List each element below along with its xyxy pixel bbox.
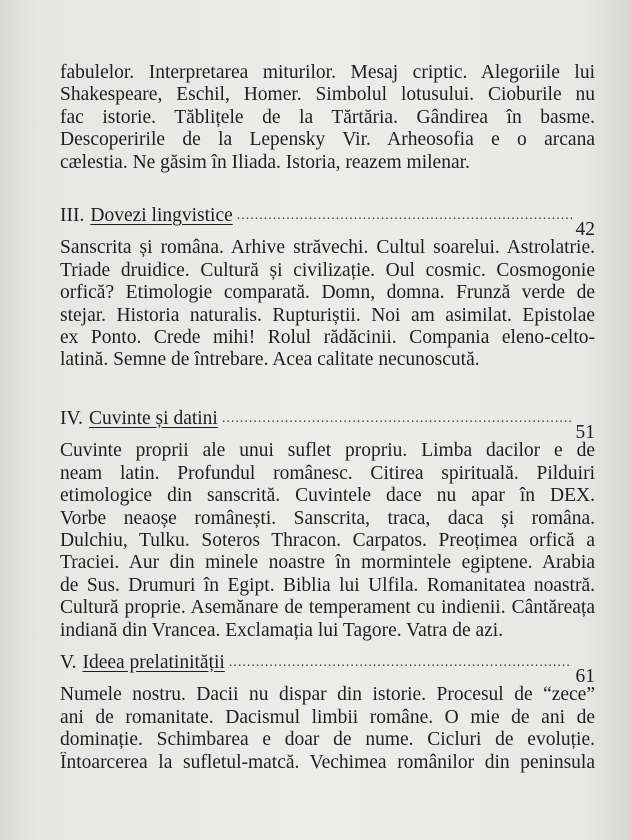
section-page-number: 42 — [575, 219, 595, 240]
text-line: neam latin. Profundul românesc. Citirea spirituală. Pilduiri — [60, 462, 595, 484]
dot-leader — [222, 408, 572, 430]
text-line: stejar. Historia naturalis. Rupturiștii. Noi am asimilat. Epistolae — [60, 304, 595, 326]
section-page-number: 51 — [575, 422, 595, 443]
section-iv — [60, 408, 595, 642]
section-title: Ideea prelatinității — [82, 652, 225, 673]
section-title: Cuvinte și datini — [88, 408, 218, 429]
dot-leader — [229, 652, 572, 674]
text-line: cælestia. Ne găsim în Iliada. Istoria, reazem milenar. — [60, 151, 470, 173]
text-line: dominație. Schimbarea e doar de nume. Cicluri de evoluție. — [60, 729, 595, 751]
text-line: Vorbe neaoșe românești. Sanscrita, traca, daca și româna. — [60, 507, 595, 529]
text-line: Întoarcerea la sufletul-matcă. Vechimea românilor din peninsula — [60, 751, 595, 773]
text-line: Triade druidice. Cultură și civilizație. Oul cosmic. Cosmogonie — [60, 259, 595, 281]
text-line: ani de romanitate. Dacismul limbii române. O mie de ani de — [60, 706, 595, 728]
text-line: Sanscrita și româna. Arhive străvechi. Cultul soarelui. Astrolatrie. — [60, 237, 595, 259]
section-iii — [60, 205, 595, 372]
section-summary — [60, 237, 595, 371]
text-line: ex Ponto. Crede mihi! Rolul rădăcinii. Compania eleno-celto- — [60, 327, 595, 349]
text-line: Cuvinte proprii ale unui suflet propriu. Limba dacilor e de — [60, 440, 595, 462]
text-line: fac istorie. Tăblițele de la Tărtăria. Gândirea în basme. — [60, 106, 595, 128]
text-line: Descoperirile de la Lepensky Vir. Arheosofia e o arcana — [60, 129, 595, 151]
section-summary — [60, 440, 595, 642]
text-line: orfică? Etimologie comparată. Domn, domna. Frunză verde de — [60, 282, 595, 304]
text-line: indiană din Vrancea. Exclamația lui Tagore. Vatra de azi. — [60, 619, 504, 641]
text-line: Shakespeare, Eschil, Homer. Simbolul lotusului. Cioburile nu — [60, 84, 595, 106]
text-line: fabulelor. Interpretarea miturilor. Mesaj criptic. Alegoriile lui — [60, 62, 595, 83]
section-number: IV. — [60, 408, 83, 429]
section-number: III. — [60, 205, 85, 226]
intro-paragraph — [60, 62, 595, 174]
text-line: Dulchiu, Tulku. Soteros Thracon. Carpatos. Preoțimea orfică a — [60, 530, 595, 552]
text-line: Numele nostru. Dacii nu dispar din istorie. Procesul de “zece” — [60, 684, 595, 706]
section-heading — [60, 205, 595, 240]
section-heading — [60, 408, 595, 443]
section-summary — [60, 684, 595, 774]
section-page-number: 61 — [575, 666, 595, 687]
text-line: latină. Semne de întrebare. Acea calitate necunoscută. — [60, 349, 480, 371]
text-line: Traciei. Aur din minele noastre în mormintele egiptene. Arabia — [60, 552, 595, 574]
text-line: de Sus. Drumuri în Egipt. Biblia lui Ulfila. Romanitatea noastră. — [60, 574, 595, 596]
section-number: V. — [60, 652, 77, 673]
text-line: etimologice din sanscrită. Cuvintele dace nu apar în DEX. — [60, 485, 595, 507]
text-line: Cultură proprie. Asemănare de temperament cu indienii. Cântăreața — [60, 597, 595, 619]
dot-leader — [237, 205, 572, 227]
section-heading — [60, 652, 595, 687]
section-v — [60, 652, 595, 774]
section-title: Dovezi lingvistice — [90, 205, 233, 226]
